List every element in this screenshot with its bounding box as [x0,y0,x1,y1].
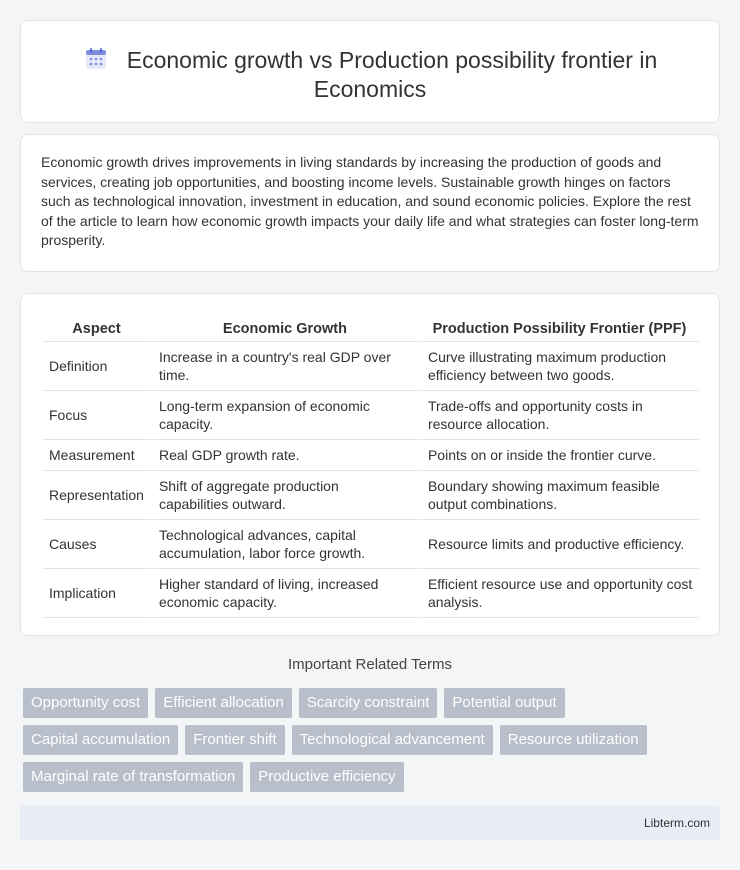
footer-site-link[interactable]: Libterm.com [643,816,710,830]
table-cell: Causes [43,520,153,569]
tag-frontier-shift[interactable]: Frontier shift [185,725,284,755]
intro-card [20,134,720,272]
column-header-economic-growth: Economic Growth [153,314,420,342]
tag-scarcity-constraint[interactable]: Scarcity constraint [299,688,438,718]
tag-capital-accumulation[interactable]: Capital accumulation [23,725,178,755]
table-cell: Implication [43,569,153,618]
tag-productive-efficiency[interactable]: Productive efficiency [250,762,403,792]
table-row [43,440,699,471]
column-header-ppf: Production Possibility Frontier (PPF) [420,314,699,342]
related-terms-list [23,688,723,799]
calendar-grid-icon [83,46,109,72]
table-cell: Boundary showing maximum feasible output combinations. [420,471,699,520]
table-cell: Definition [43,342,153,391]
title-line-1: Economic growth vs Production possibility frontier in [126,47,658,73]
table-cell: Resource limits and productive efficiency. [420,520,699,569]
comparison-card [20,293,720,636]
column-header-aspect: Aspect [43,314,153,342]
tag-technological-advancement[interactable]: Technological advancement [292,725,493,755]
table-cell: Efficient resource use and opportunity cost analysis. [420,569,699,618]
table-cell: Technological advances, capital accumulation, labor force growth. [153,520,420,569]
table-cell: Higher standard of living, increased economic capacity. [153,569,420,618]
intro-paragraph: Economic growth drives improvements in living standards by increasing the production of goods and services, creating job opportunities, and boosting income levels. Sustainable growth hinges on factors such as technological innovation, investment in education, and sound economic policies. Explore the rest of the article to learn how economic growth impacts your daily life and what strategies can foster long-term prosperity. [41,154,699,249]
title-line-2: Economics [313,76,427,102]
table-cell: Points on or inside the frontier curve. [420,440,699,471]
table-cell: Curve illustrating maximum production efficiency between two goods. [420,342,699,391]
table-cell: Long-term expansion of economic capacity. [153,391,420,440]
table-cell: Increase in a country's real GDP over time. [153,342,420,391]
title-card [20,20,720,123]
table-row [43,342,699,391]
related-terms-title: Important Related Terms [288,656,452,673]
tag-row [23,762,723,792]
footer [20,806,720,840]
tag-resource-utilization[interactable]: Resource utilization [500,725,647,755]
tag-row [23,688,723,718]
table-row [43,520,699,569]
comparison-table [43,314,699,618]
tag-efficient-allocation[interactable]: Efficient allocation [155,688,292,718]
tag-marginal-rate-of-transformation[interactable]: Marginal rate of transformation [23,762,243,792]
page-title [21,46,719,104]
tag-opportunity-cost[interactable]: Opportunity cost [23,688,148,718]
table-row [43,471,699,520]
table-row [43,391,699,440]
table-cell: Real GDP growth rate. [153,440,420,471]
table-cell: Measurement [43,440,153,471]
table-cell: Representation [43,471,153,520]
table-header-row [43,314,699,342]
table-cell: Focus [43,391,153,440]
tag-row [23,725,723,755]
table-cell: Shift of aggregate production capabilities outward. [153,471,420,520]
tag-potential-output[interactable]: Potential output [444,688,564,718]
table-cell: Trade-offs and opportunity costs in resource allocation. [420,391,699,440]
table-row [43,569,699,618]
